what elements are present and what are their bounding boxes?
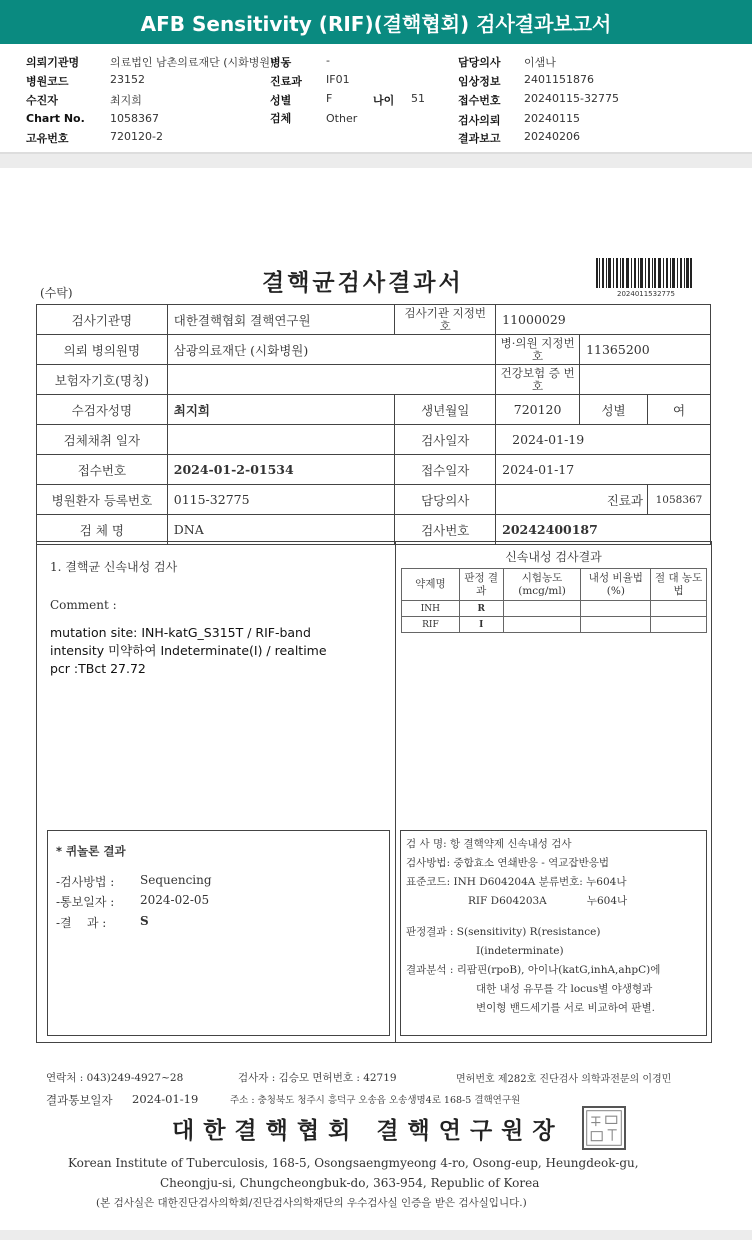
specimen-name: DNA <box>167 515 395 545</box>
rapid-test-panel <box>36 541 395 1043</box>
footer-contact: 연락처 : 043)249-4927~28 <box>46 1072 184 1084</box>
comment-label: Comment : <box>50 598 117 612</box>
meta-value: 최지희 <box>110 94 142 107</box>
cell-label: 병원환자 등록번호 <box>37 485 168 515</box>
meta-value: 20240115-32775 <box>524 92 619 105</box>
info-line: 검사방법: 중합효소 연쇄반응 - 역교잡반응법 <box>406 857 610 869</box>
hospital-number: 11365200 <box>580 335 711 365</box>
collection-date <box>167 425 395 455</box>
info-line: I(indeterminate) <box>476 945 564 957</box>
meta-value: 20240115 <box>524 112 580 125</box>
meta-value: 의료법인 남촌의료재단 (시화병원) <box>110 56 275 69</box>
meta-label: 병동 <box>270 56 292 69</box>
meta-label: 의뢰기관명 <box>26 56 80 69</box>
meta-value: 1058367 <box>110 112 159 125</box>
meta-label: 임상정보 <box>458 75 501 88</box>
insurance-number <box>580 365 711 395</box>
meta-value: IF01 <box>326 73 350 86</box>
department-number: 1058367 <box>647 485 710 515</box>
cell-label: 접수번호 <box>37 455 168 485</box>
comment-text <box>50 624 390 678</box>
method-value: Sequencing <box>140 873 212 887</box>
cell-label: 접수일자 <box>395 455 496 485</box>
comment-line: mutation site: INH-katG_S315T / RIF-band <box>50 625 311 640</box>
quinolone-box <box>47 830 390 1036</box>
patient-meta <box>0 48 752 148</box>
results-header: 내성 비율법(%) <box>581 569 651 601</box>
drug-name: INH <box>402 601 460 617</box>
info-line: 검 사 명: 항 결핵약제 신속내성 검사 <box>406 838 572 850</box>
drug-result: I <box>459 617 503 633</box>
results-panel <box>395 541 712 1043</box>
cell-label: 담당의사 <box>395 485 496 515</box>
test-date: 2024-01-19 <box>496 425 711 455</box>
divider-band <box>0 154 752 168</box>
document-title: 결핵균검사결과서 <box>262 269 464 296</box>
meta-label: Chart No. <box>26 112 85 125</box>
report-title: AFB Sensitivity (RIF)(결핵협회) 검사결과보고서 <box>0 0 752 44</box>
copy-label: (수탁) <box>40 286 73 300</box>
meta-label: 결과보고 <box>458 132 501 145</box>
test-info-box <box>400 830 707 1036</box>
comment-line: pcr :TBct 27.72 <box>50 661 146 676</box>
quinolone-title: * 퀴놀론 결과 <box>56 844 126 858</box>
drug-result: R <box>459 601 503 617</box>
receipt-number: 2024-01-2-01534 <box>167 455 395 485</box>
info-line: 판정결과 : S(sensitivity) R(resistance) <box>406 926 601 938</box>
meta-value: - <box>326 54 330 67</box>
dept-label: 진료과 <box>496 485 648 515</box>
meta-value: 이샘나 <box>524 56 556 69</box>
patient-name: 최지희 <box>167 395 395 425</box>
official-seal-icon <box>582 1106 626 1150</box>
footer-license: 면허번호 제282호 진단검사 의학과전문의 이경민 <box>456 1074 672 1085</box>
cell-label: 생년월일 <box>395 395 496 425</box>
cell-label: 병·의원 지정번호 <box>496 335 580 365</box>
divider-band <box>0 1230 752 1240</box>
meta-value: 20240206 <box>524 130 580 143</box>
registration-number: 0115-32775 <box>167 485 395 515</box>
section-heading: 1. 결핵균 신속내성 검사 <box>50 560 178 574</box>
cell-label: 검사일자 <box>395 425 496 455</box>
results-title: 신속내성 검사결과 <box>505 550 602 564</box>
meta-label: 성별 <box>270 94 292 107</box>
cell-label: 검체채취 일자 <box>37 425 168 455</box>
method-label: -검사방법 : <box>56 875 115 889</box>
barcode-number: 2024011532775 <box>617 290 675 298</box>
meta-value: F <box>326 92 333 105</box>
cell-label: 검 체 명 <box>37 515 168 545</box>
cell-label: 검사기관명 <box>37 305 168 335</box>
cell-label: 성별 <box>580 395 648 425</box>
results-header: 절 대 농도법 <box>651 569 707 601</box>
drug-name: RIF <box>402 617 460 633</box>
barcode-icon <box>596 258 692 288</box>
footer-tester: 검사자 : 김승모 면허번호 : 42719 <box>238 1072 397 1084</box>
test-number: 20242400187 <box>496 515 711 545</box>
info-line: 변이형 밴드세기를 서로 비교하여 판별. <box>476 1002 655 1014</box>
lab-name: 대한결핵협회 결핵연구원 <box>167 305 395 335</box>
meta-label: 담당의사 <box>458 56 501 69</box>
certification-note: (본 검사실은 대한진단검사의학회/진단검사의학재단의 우수검사실 인증을 받은 검사실입니다.) <box>96 1197 527 1209</box>
meta-label: 진료과 <box>270 75 302 88</box>
meta-value: Other <box>326 112 358 125</box>
meta-label: 수진자 <box>26 94 58 107</box>
meta-label: 검사의뢰 <box>458 114 501 127</box>
results-table <box>401 568 707 633</box>
address-english-1: Korean Institute of Tuberculosis, 168-5, Osongsaengmyeong 4-ro, Osong-eup, Heungdeok-gu, <box>68 1156 639 1170</box>
cell-label: 검사번호 <box>395 515 496 545</box>
patient-sex: 여 <box>647 395 710 425</box>
meta-label: 병원코드 <box>26 75 69 88</box>
meta-label: 나이 <box>373 94 395 107</box>
result-label: -결 과 : <box>56 916 107 930</box>
meta-value: 2401151876 <box>524 73 594 86</box>
notice-date-label: 결과통보일자 <box>46 1093 113 1107</box>
info-line: 대한 내성 유무를 각 locus별 야생형과 <box>476 983 653 995</box>
footer-address: 주소 : 충청북도 청주시 흥덕구 오송읍 오송생명4로 168-5 결핵연구원 <box>230 1095 521 1106</box>
results-header: 시험농도 (mcg/ml) <box>503 569 581 601</box>
date-value: 2024-02-05 <box>140 893 210 907</box>
cell-label: 건강보험 증 번 호 <box>496 365 580 395</box>
meta-value: 23152 <box>110 73 145 86</box>
info-line: RIF D604203A 누604나 <box>468 895 628 907</box>
info-line: 표준코드: INH D604204A 분류번호: 누604나 <box>406 876 627 888</box>
results-header: 판정 결과 <box>459 569 503 601</box>
results-header: 약제명 <box>402 569 460 601</box>
date-of-birth: 720120 <box>496 395 580 425</box>
scanned-document <box>0 168 752 1230</box>
meta-label: 검체 <box>270 112 292 125</box>
receipt-date: 2024-01-17 <box>496 455 711 485</box>
info-line: 결과분석 : 리팜핀(rpoB), 아이나(katG,inhA,ahpC)에 <box>406 964 661 976</box>
comment-line: intensity 미약하여 Indeterminate(I) / realtime <box>50 643 327 658</box>
meta-value: 51 <box>411 92 425 105</box>
patient-info-table <box>36 304 711 545</box>
notice-date: 2024-01-19 <box>132 1092 199 1106</box>
cell-label: 검사기관 지정번호 <box>395 305 496 335</box>
date-label: -통보일자 : <box>56 895 115 909</box>
cell-label: 보험자기호(명칭) <box>37 365 168 395</box>
cell-label: 수검자성명 <box>37 395 168 425</box>
result-value: S <box>140 914 149 928</box>
insurer-value <box>167 365 495 395</box>
address-english-2: Cheongju-si, Chungcheongbuk-do, 363-954, Republic of Korea <box>160 1176 540 1190</box>
cell-label: 의뢰 병의원명 <box>37 335 168 365</box>
institute-name: 대한결핵협회 결핵연구원장 <box>172 1117 564 1144</box>
meta-label: 접수번호 <box>458 94 501 107</box>
meta-label: 고유번호 <box>26 132 69 145</box>
meta-value: 720120-2 <box>110 130 163 143</box>
lab-number: 11000029 <box>496 305 711 335</box>
requesting-hospital: 삼광의료재단 (시화병원) <box>167 335 495 365</box>
